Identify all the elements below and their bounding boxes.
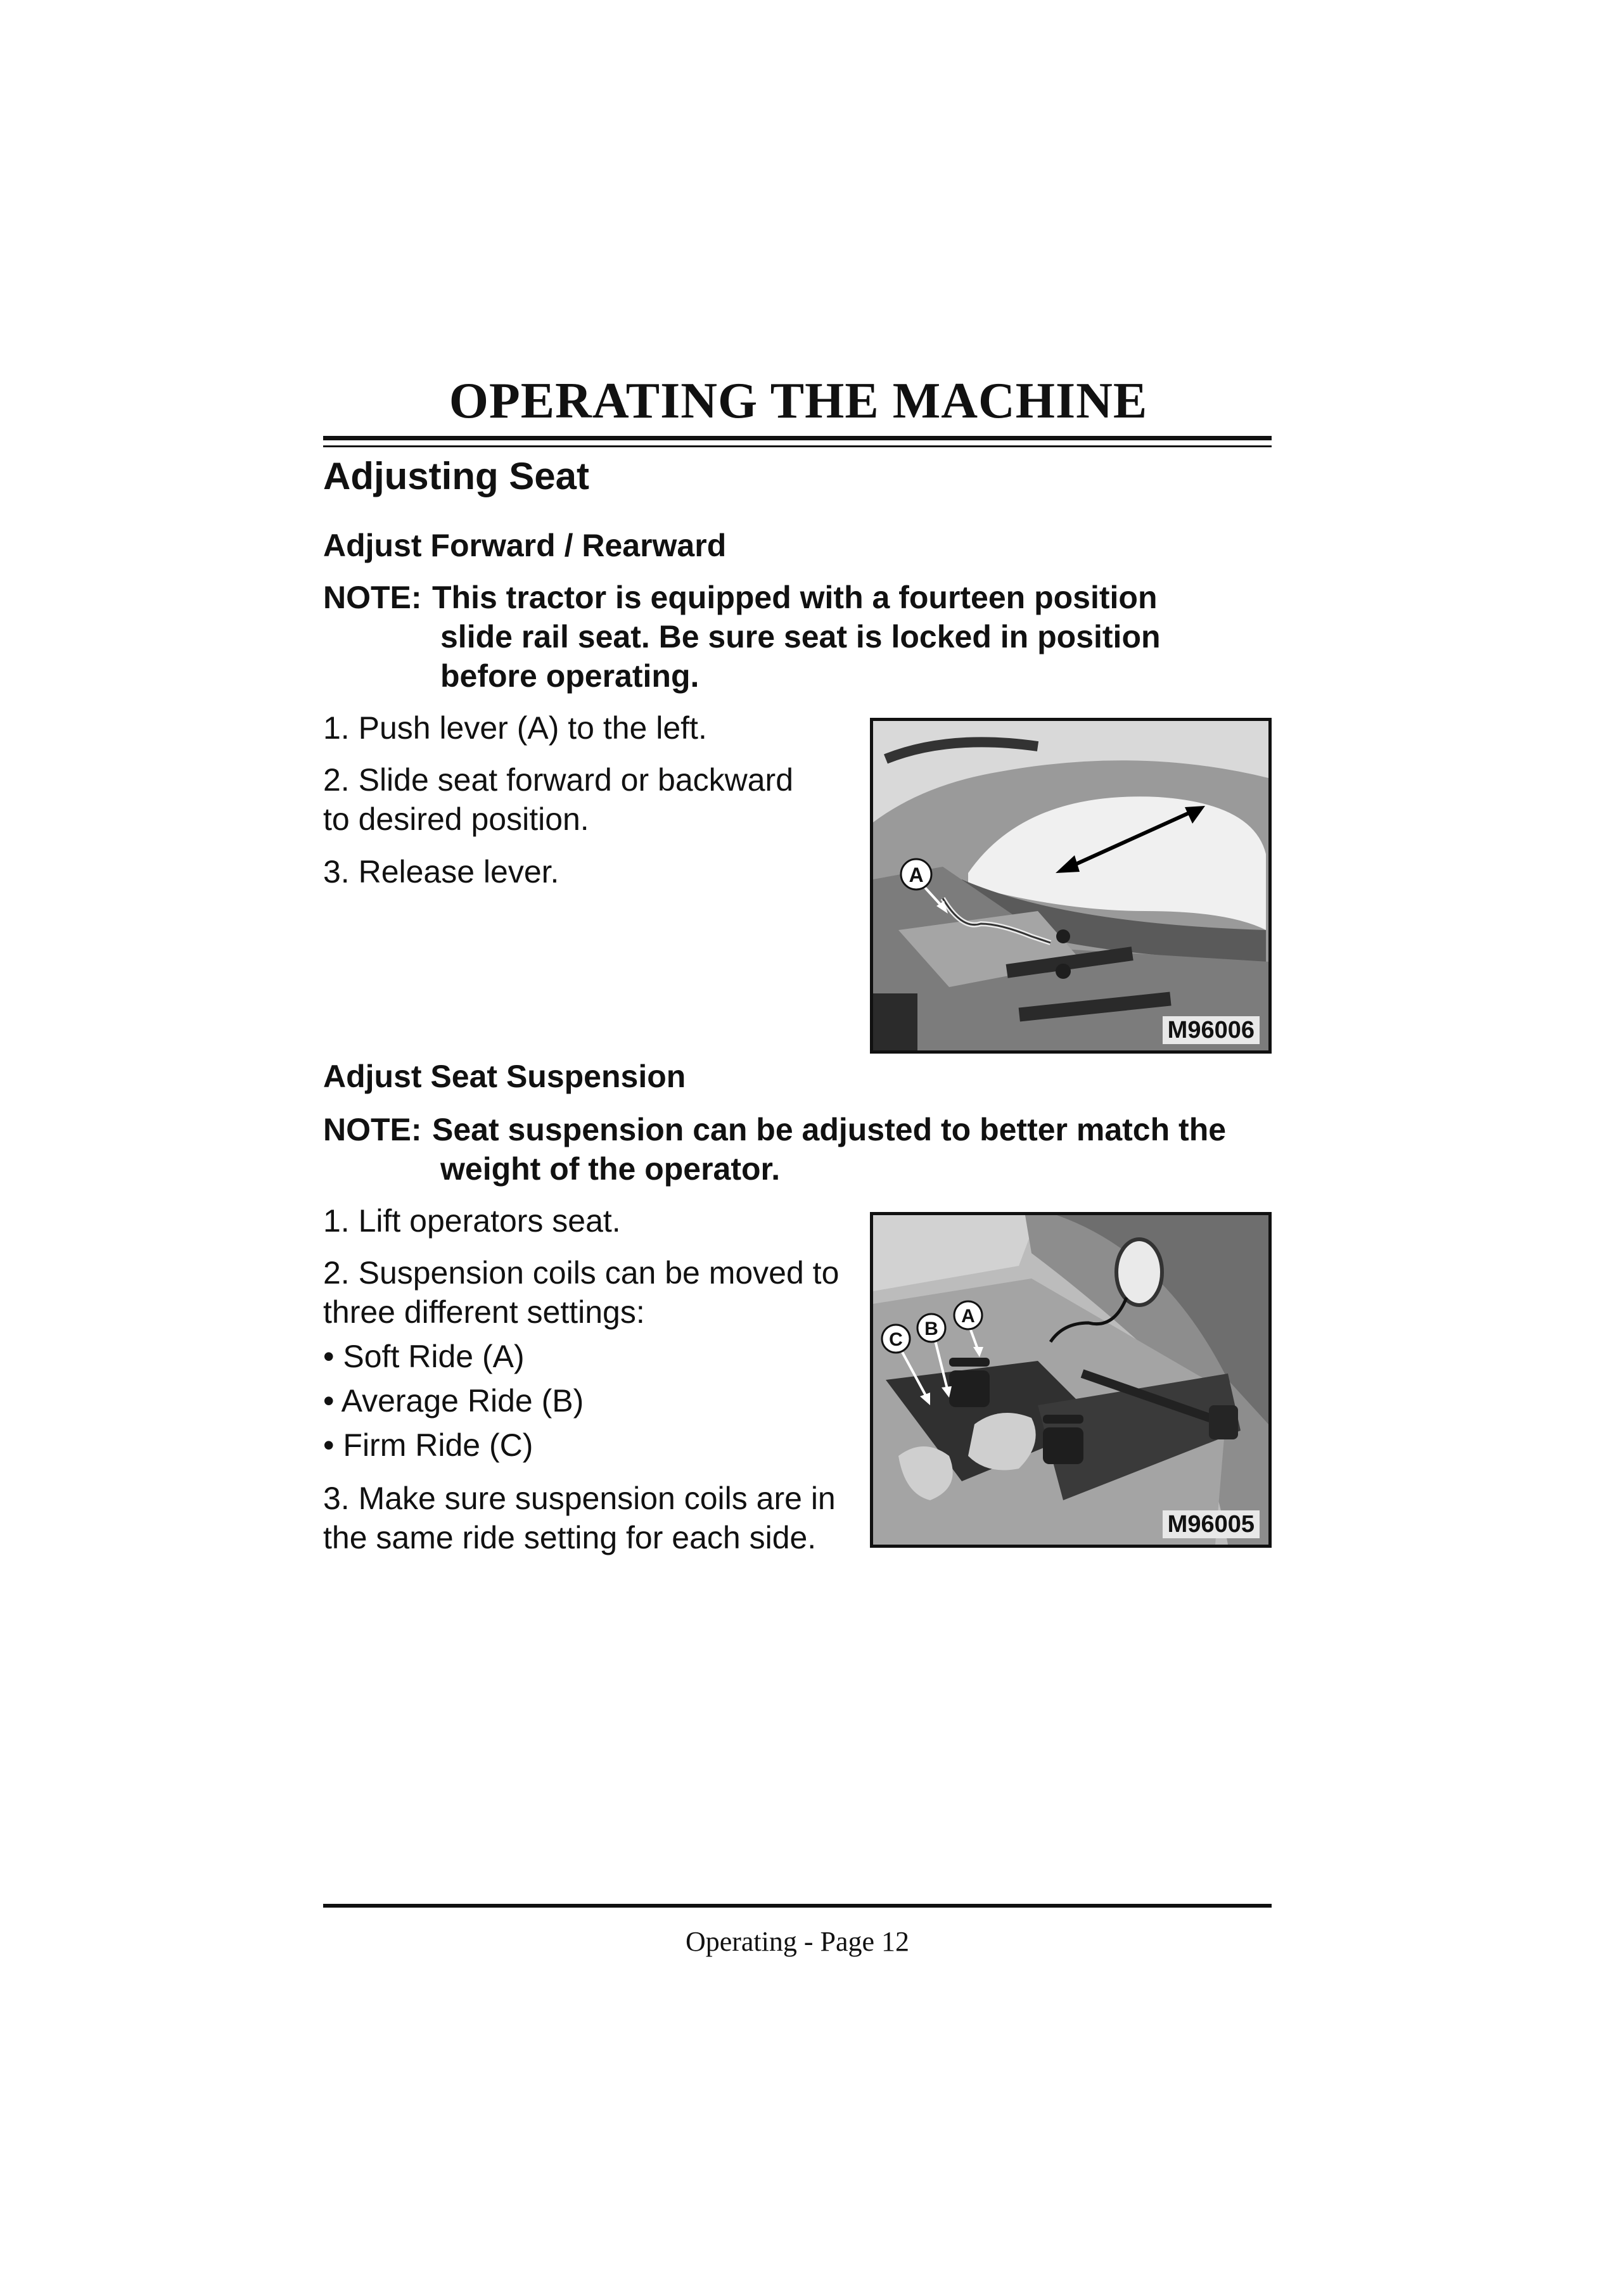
- note-label: NOTE:: [323, 1112, 422, 1147]
- callout-a-label: A: [909, 864, 924, 886]
- step-text: 2. Suspension coils can be moved to: [323, 1255, 840, 1291]
- section-title: Adjusting Seat: [323, 455, 590, 497]
- note-label: NOTE:: [323, 580, 422, 615]
- callout-a-label: A: [961, 1306, 975, 1327]
- title-rule-thick: [323, 436, 1272, 440]
- callout-b-label: B: [924, 1318, 938, 1339]
- footer-rule: [323, 1904, 1272, 1908]
- note-line: Seat suspension can be adjusted to better match the: [432, 1112, 1227, 1147]
- note-line: slide rail seat. Be sure seat is locked in position: [440, 619, 1161, 654]
- step-text: 3. Release lever.: [323, 854, 559, 890]
- step-text: • Soft Ride (A): [323, 1339, 525, 1374]
- suspension-heading: Adjust Seat Suspension: [323, 1059, 686, 1094]
- seat-slide-figure: [870, 718, 1272, 1054]
- page-title: OPERATING THE MACHINE: [449, 373, 1148, 429]
- step-text: • Average Ride (B): [323, 1383, 584, 1419]
- note-line: before operating.: [440, 658, 699, 694]
- callout-c-label: C: [889, 1329, 903, 1350]
- step-text: 1. Push lever (A) to the left.: [323, 710, 707, 746]
- title-rule-thin: [323, 445, 1272, 447]
- forward-rearward-heading: Adjust Forward / Rearward: [323, 528, 727, 563]
- seat-slide-illustration: [873, 721, 1268, 1050]
- note-line: This tractor is equipped with a fourteen position: [432, 580, 1158, 615]
- step-text: the same ride setting for each side.: [323, 1520, 817, 1555]
- seat-suspension-illustration: [873, 1215, 1268, 1545]
- step-text: to desired position.: [323, 801, 589, 837]
- figure-id: M96006: [1163, 1016, 1260, 1044]
- step-text: 3. Make sure suspension coils are in: [323, 1481, 836, 1516]
- step-text: 2. Slide seat forward or backward: [323, 762, 794, 798]
- step-text: three different settings:: [323, 1294, 645, 1330]
- step-text: • Firm Ride (C): [323, 1427, 533, 1463]
- step-text: 1. Lift operators seat.: [323, 1203, 621, 1239]
- seat-suspension-figure: [870, 1212, 1272, 1548]
- figure-id: M96005: [1163, 1510, 1260, 1538]
- note-line: weight of the operator.: [440, 1151, 781, 1187]
- page-footer: Operating - Page 12: [685, 1926, 910, 1957]
